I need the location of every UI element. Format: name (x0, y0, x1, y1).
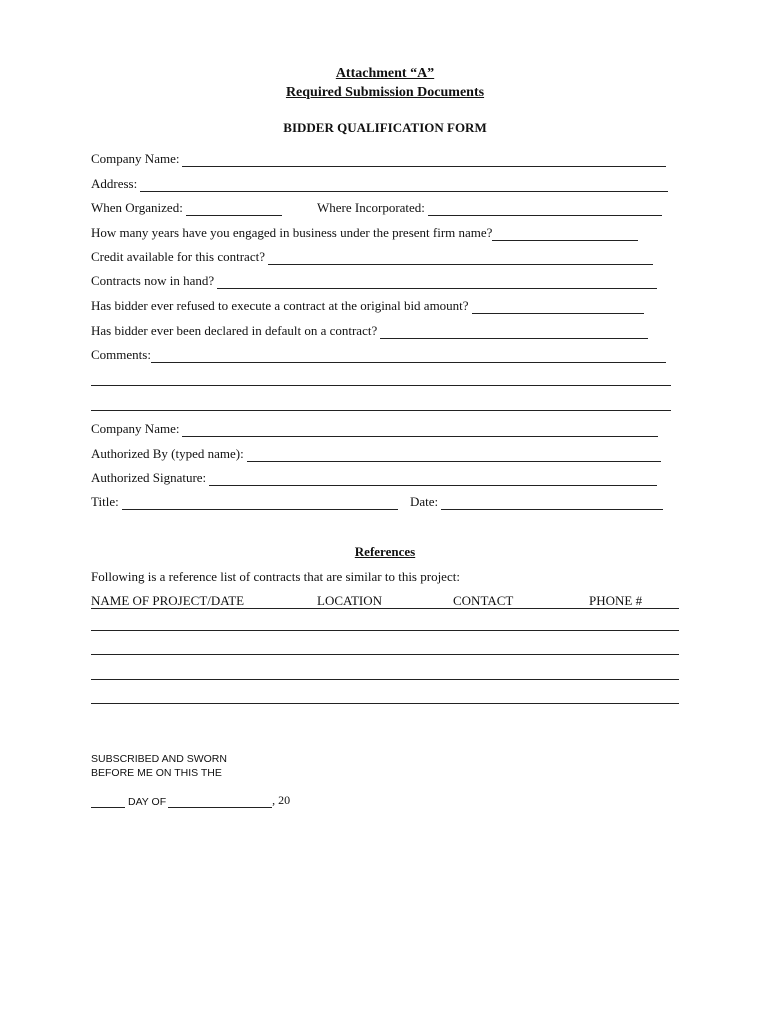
company-name-field[interactable] (182, 154, 666, 167)
years-in-business-field[interactable] (492, 228, 638, 241)
date-label: Date: (410, 494, 439, 509)
when-organized-row (91, 200, 282, 216)
column-phone: PHONE # (589, 593, 643, 608)
title-row (91, 494, 398, 510)
comments-line-2[interactable] (91, 373, 671, 386)
authorized-by-row (91, 446, 661, 462)
column-contact: CONTACT (453, 593, 514, 608)
comments-label: Comments: (91, 347, 151, 362)
when-organized-field[interactable] (186, 203, 282, 216)
comments-line-3[interactable] (91, 398, 671, 411)
address-row (91, 176, 668, 192)
company-name-2-row (91, 421, 658, 437)
company-name-label: Company Name: (91, 151, 180, 166)
notary-year-suffix: , 20 (272, 793, 291, 807)
where-incorporated-row (317, 200, 662, 216)
references-intro: Following is a reference list of contracts that are similar to this project: (91, 569, 460, 584)
notary-month-field[interactable] (168, 797, 272, 808)
comments-field[interactable] (151, 350, 666, 363)
company-name-2-field[interactable] (182, 424, 658, 437)
contracts-in-hand-field[interactable] (217, 276, 657, 289)
column-name-of-project: NAME OF PROJECT/DATE (91, 593, 245, 608)
form-title: BIDDER QUALIFICATION FORM (283, 120, 487, 135)
credit-available-field[interactable] (268, 252, 653, 265)
comments-row (91, 347, 666, 363)
notary-date-row (91, 793, 290, 808)
reference-row-2[interactable] (91, 654, 679, 655)
refused-contract-label: Has bidder ever refused to execute a contract at the original bid amount? (91, 298, 469, 313)
date-row (410, 494, 663, 510)
authorized-signature-label: Authorized Signature: (91, 470, 207, 485)
reference-row-4[interactable] (91, 703, 679, 704)
refused-contract-field[interactable] (472, 301, 644, 314)
attachment-title: Attachment “A” (335, 66, 435, 81)
reference-row-3[interactable] (91, 679, 679, 680)
notary-day-field[interactable] (91, 797, 125, 808)
references-heading: References (354, 544, 416, 559)
refused-contract-row (91, 298, 644, 314)
credit-available-row (91, 249, 653, 265)
when-organized-label: When Organized: (91, 200, 183, 215)
years-in-business-row (91, 225, 638, 241)
company-name-2-label: Company Name: (91, 421, 180, 436)
notary-line-2: BEFORE ME ON THIS THE (91, 767, 222, 779)
authorized-signature-row (91, 470, 657, 486)
credit-available-label: Credit available for this contract? (91, 249, 265, 264)
address-field[interactable] (140, 179, 668, 192)
where-incorporated-field[interactable] (428, 203, 662, 216)
address-label: Address: (91, 176, 138, 191)
authorized-by-field[interactable] (247, 449, 661, 462)
title-field[interactable] (122, 497, 398, 510)
date-field[interactable] (441, 497, 663, 510)
contracts-in-hand-label: Contracts now in hand? (91, 273, 215, 288)
notary-line-1: SUBSCRIBED AND SWORN (91, 753, 227, 765)
company-name-row (91, 151, 666, 167)
years-in-business-label: How many years have you engaged in business under the present firm name? (91, 225, 493, 240)
declared-default-field[interactable] (380, 326, 648, 339)
authorized-by-label: Authorized By (typed name): (91, 446, 244, 461)
title-label: Title: (91, 494, 119, 509)
column-location: LOCATION (317, 593, 382, 608)
declared-default-label: Has bidder ever been declared in default on a contract? (91, 323, 378, 338)
authorized-signature-field[interactable] (209, 473, 657, 486)
declared-default-row (91, 323, 648, 339)
reference-row-1[interactable] (91, 630, 679, 631)
required-docs-title: Required Submission Documents (285, 85, 485, 100)
references-table-header (91, 593, 679, 609)
where-incorporated-label: Where Incorporated: (317, 200, 425, 215)
contracts-in-hand-row (91, 273, 657, 289)
notary-day-of-label: DAY OF (128, 796, 167, 808)
